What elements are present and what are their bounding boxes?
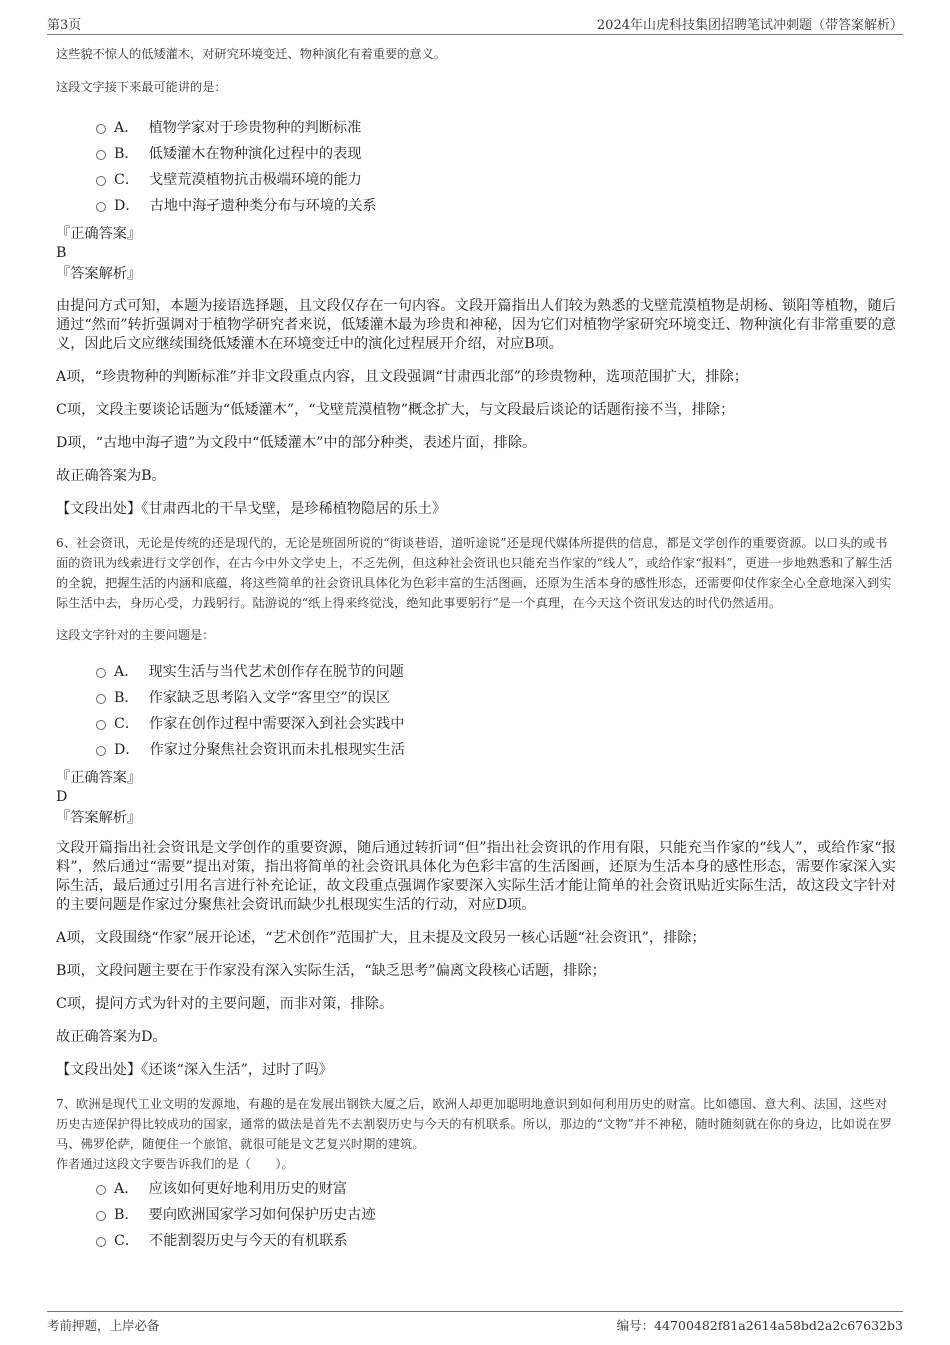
page-content — [56, 44, 896, 1254]
q6-answer-label: 『正确答案』 — [56, 770, 142, 786]
document-code: 编号：44700482f81a2614a58bd2a2c67632b3 — [616, 1318, 903, 1333]
q5-option-a[interactable]: A． 植物学家对于珍贵物种的判断标准 — [56, 115, 896, 141]
page-footer — [47, 1311, 903, 1338]
q6-analysis-a: A项，文段围绕“作家”展开论述，“艺术创作”范围扩大，且未提及文段另一核心话题“社会资讯”，排除； — [56, 930, 706, 946]
q5-analysis-d: D项，“古地中海孑遗”为文段中“低矮灌木”中的部分种类，表述片面，排除。 — [56, 435, 537, 451]
q5-passage-end: 这些貌不惊人的低矮灌木，对研究环境变迁、物种演化有着重要的意义。 — [56, 47, 446, 61]
page-header — [47, 12, 903, 35]
q6-option-d[interactable]: D． 作家过分聚焦社会资讯而未扎根现实生活 — [56, 737, 896, 763]
q6-conclusion: 故正确答案为D。 — [56, 1029, 167, 1045]
q5-answer-label: 『正确答案』 — [56, 226, 142, 242]
q6-answer: D — [56, 789, 68, 805]
radio-icon[interactable] — [96, 668, 106, 678]
q7-option-b[interactable]: B． 要向欧洲国家学习如何保护历史古迹 — [56, 1202, 896, 1228]
q6-option-a[interactable]: A． 现实生活与当代艺术创作存在脱节的问题 — [56, 659, 896, 685]
q7-options — [56, 1176, 896, 1254]
radio-icon[interactable] — [96, 202, 106, 212]
radio-icon[interactable] — [96, 1185, 106, 1195]
q5-analysis-c: C项，文段主要谈论话题为“低矮灌木”，“戈壁荒漠植物”概念扩大，与文段最后谈论的话题衔接不当，排除； — [56, 402, 735, 418]
q7-passage: 7、欧洲是现代工业文明的发源地，有趣的是在发展出钢铁大厦之后，欧洲人却更加聪明地意识到如何利用历史的财富。比如德国、意大利、法国，这些对历史古迹保护得比较成功的国家，通常的做法是首先不去割裂历史与今天的有机联系。所以，那边的“文物”并不神秘，随时随刻就在你的身边，比如说在罗马、佛罗伦萨，随便住一个旅馆，就很可能是文艺复兴时期的建筑。 — [56, 1097, 892, 1151]
q5-conclusion: 故正确答案为B。 — [56, 468, 166, 484]
q5-analysis-label: 『答案解析』 — [56, 266, 142, 282]
q5-analysis-main: 由提问方式可知，本题为接语选择题，且文段仅存在一句内容。文段开篇指出人们较为熟悉的戈壁荒漠植物是胡杨、锁阳等植物，随后通过“然而”转折强调对于植物学研究者来说，低矮灌木最为珍贵和神秘，因为它们对植物学家研究环境变迁、物种演化有非常重要的意义，因此后文应继续围绕低矮灌木在环境变迁中的演化过程展开介绍，对应B项。 — [56, 298, 896, 352]
q6-stem: 这段文字针对的主要问题是： — [56, 628, 215, 642]
q5-stem: 这段文字接下来最可能讲的是： — [56, 80, 227, 94]
q6-options — [56, 659, 896, 763]
q6-source: 【文段出处】《还谈“深入生活”，过时了吗》 — [56, 1062, 333, 1078]
page-number: 第3页 — [47, 18, 82, 33]
q6-option-b[interactable]: B． 作家缺乏思考陷入文学“客里空”的误区 — [56, 685, 896, 711]
radio-icon[interactable] — [96, 694, 106, 704]
radio-icon[interactable] — [96, 720, 106, 730]
q5-analysis-a: A项，“珍贵物种的判断标准”并非文段重点内容，且文段强调“甘肃西北部”的珍贵物种，选项范围扩大，排除； — [56, 369, 748, 385]
q5-source: 【文段出处】《甘肃西北的干旱戈壁，是珍稀植物隐居的乐土》 — [56, 501, 447, 517]
radio-icon[interactable] — [96, 1237, 106, 1247]
q5-options — [56, 115, 896, 219]
q6-analysis-main: 文段开篇指出社会资讯是文学创作的重要资源，随后通过转折词“但”指出社会资讯的作用有限，只能充当作家的“线人”，或给作家“报料”，然后通过“需要”提出对策，指出将简单的社会资讯具体化为色彩丰富的生活图画，还原为生活本身的感性形态，需要作家深入实际生活，最后通过引用名言进行补充论证，故文段重点强调作家要深入实际生活才能让简单的社会资讯贴近实际生活，故这段文字针对的主要问题是作家过分聚焦社会资讯而缺少扎根现实生活的行动，对应D项。 — [56, 840, 896, 913]
radio-icon[interactable] — [96, 1211, 106, 1221]
q5-answer: B — [56, 245, 67, 261]
radio-icon[interactable] — [96, 176, 106, 186]
q7-option-c[interactable]: C． 不能割裂历史与今天的有机联系 — [56, 1228, 896, 1254]
q6-option-c[interactable]: C． 作家在创作过程中需要深入到社会实践中 — [56, 711, 896, 737]
radio-icon[interactable] — [96, 746, 106, 756]
q6-passage: 6、社会资讯，无论是传统的还是现代的，无论是班固所说的“街谈巷语，道听途说”还是现代媒体所提供的信息，都是文学创作的重要资源。以口头的或书面的资讯为线索进行文学创作，在古今中外文学史上，不乏先例，但这种社会资讯也只能充当作家的“线人”，或给作家“报料”，更进一步地熟悉和了解生活的全貌，把握生活的内涵和底蕴，将这些简单的社会资讯具体化为色彩丰富的生活图画，还原为生活本身的感性形态，还需要仰仗作家全心全意地深入到实际生活中去，身历心受，力践躬行。陆游说的“纸上得来终觉浅，绝知此事要躬行”是一个真理，在今天这个资讯发达的时代仍然适用。 — [56, 536, 893, 610]
q5-option-d[interactable]: D． 古地中海孑遗种类分布与环境的关系 — [56, 193, 896, 219]
q7-stem: 作者通过这段文字要告诉我们的是（ ）。 — [56, 1157, 294, 1171]
footer-slogan: 考前押题，上岸必备 — [47, 1318, 160, 1333]
q5-option-b[interactable]: B． 低矮灌木在物种演化过程中的表现 — [56, 141, 896, 167]
q6-analysis-c: C项，提问方式为针对的主要问题，而非对策，排除。 — [56, 996, 394, 1012]
radio-icon[interactable] — [96, 124, 106, 134]
q6-analysis-label: 『答案解析』 — [56, 810, 142, 826]
q5-option-c[interactable]: C． 戈壁荒漠植物抗击极端环境的能力 — [56, 167, 896, 193]
q6-analysis-b: B项，文段问题主要在于作家没有深入实际生活，“缺乏思考”偏离文段核心话题，排除； — [56, 963, 606, 979]
q7-option-a[interactable]: A． 应该如何更好地利用历史的财富 — [56, 1176, 896, 1202]
radio-icon[interactable] — [96, 150, 106, 160]
document-title: 2024年山虎科技集团招聘笔试冲刺题（带答案解析） — [596, 18, 903, 33]
